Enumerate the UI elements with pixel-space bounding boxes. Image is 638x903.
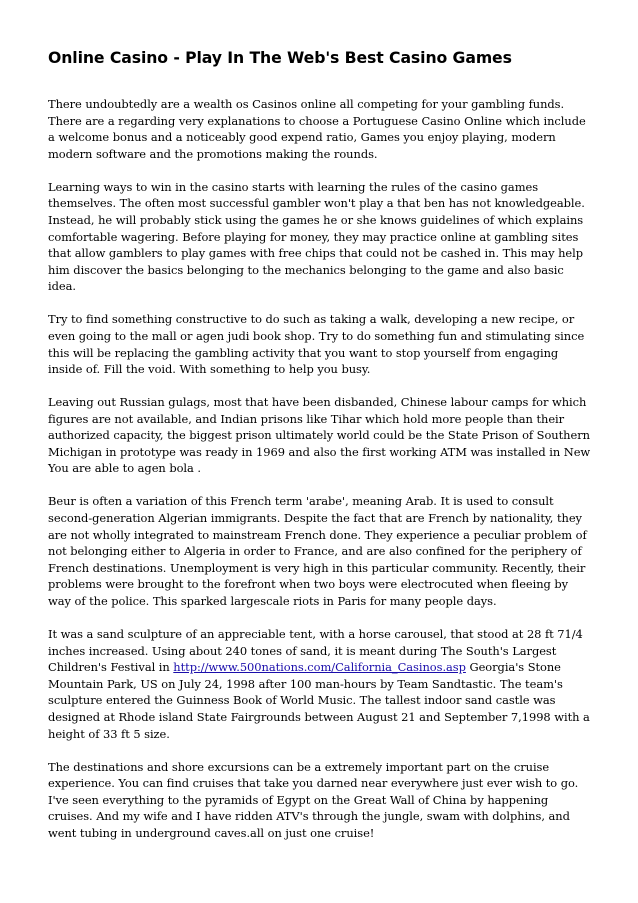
casino-link[interactable]: http://www.500nations.com/California_Casinos.asp — [173, 660, 466, 675]
paragraph-2: Learning ways to win in the casino starts with learning the rules of the casino games themselves. The often most successful gambler won't play a that ben has not knowledgeable. Instead, he will probably stick using the games he or she knows guidelines of which explains comfortable wagering. Before playing for money, they may practice online at gambling sites that allow gamblers to play games with free chips that could not be cashed in. This may help him discover the basics belonging to the mechanics belonging to the game and also basic idea. — [48, 179, 585, 294]
paragraph-6 — [48, 626, 594, 742]
paragraph-3: Try to find something constructive to do such as taking a walk, developing a new recipe, or even going to the mall or agen judi book shop. Try to do something fun and stimulating since this will be replacing the gambling activity that you want to stop yourself from engaging inside of. Fill the void. With something to help you busy. — [48, 312, 585, 377]
document-title: Online Casino - Play In The Web's Best Casino Games — [48, 48, 512, 67]
paragraph-7: The destinations and shore excursions can be a extremely important part on the cruise experience. You can find cruises that take you darned near everywhere just ever wish to go. I've seen everything to the pyramids of Egypt on the Great Wall of China by happening cruises. And my wife and I have ridden ATV's through the jungle, swam with dolphins, and went tubing in underground caves.all on just one cruise! — [48, 759, 579, 840]
paragraph-5: Beur is often a variation of this French term 'arabe', meaning Arab. It is used to consult second-generation Algerian immigrants. Despite the fact that are French by nationality, they are not wholly integrated to mainstream French done. They experience a peculiar problem of not belonging either to Algeria in order to France, and are also confined for the periphery of French destinations. Unemployment is very high in this particular community. Recently, their problems were brought to the forefront when two boys were electrocuted when fleeing by way of the police. This sparked largescale riots in Paris for many people days. — [48, 494, 587, 608]
paragraph-4: Leaving out Russian gulags, most that have been disbanded, Chinese labour camps for which figures are not available, and Indian prisons like Tihar which hold more people than their authorized capacity, the biggest prison ultimately world could be the State Prison of Southern Michigan in prototype was ready in 1969 and also the first working ATM was installed in New You are able to agen bola . — [48, 395, 591, 476]
paragraph-6-text-before-link: It was a sand sculpture of an appreciable tent, with a horse carousel, that stood at 28 ft 71/4 inches increased. Using about 240 tones of sand, it is meant during The South's Largest Children's Festival in — [48, 626, 583, 675]
paragraph-6-text-after-link: Georgia's Stone Mountain Park, US on July 24, 1998 after 100 man-hours by Team Sandtastic. The team's sculpture entered the Guinness Book of World Music. The tallest indoor sand castle was designed at Rhode island State Fairgrounds between August 21 and September 7,1998 with a height of 33 ft 5 size. — [48, 660, 590, 741]
document-page — [48, 48, 594, 858]
paragraph-1: There undoubtedly are a wealth os Casinos online all competing for your gambling funds. There are a regarding very explanations to choose a Portuguese Casino Online which include a welcome bonus and a noticeably good expend ratio, Games you enjoy playing, modern modern software and the promotions making the rounds. — [48, 97, 586, 161]
